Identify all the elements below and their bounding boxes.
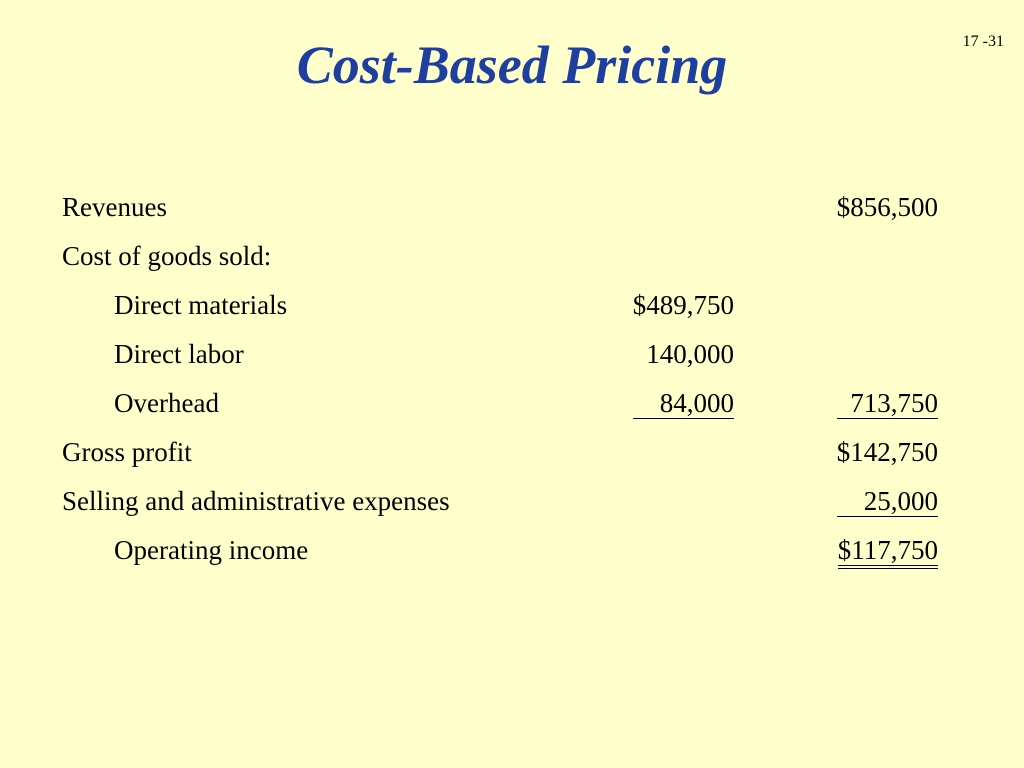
statement-row-overhead bbox=[0, 386, 1024, 426]
revenues-total: $856,500 bbox=[836, 192, 938, 222]
slide-title: Cost-Based Pricing bbox=[296, 35, 728, 95]
operating-income-total: $117,750 bbox=[838, 535, 938, 569]
direct-materials-amount: $489,750 bbox=[632, 290, 734, 320]
overhead-amount: 84,000 bbox=[632, 388, 734, 418]
row-label: Direct labor bbox=[114, 339, 244, 369]
statement-row-direct-labor bbox=[0, 337, 1024, 377]
direct-labor-amount: 140,000 bbox=[646, 339, 734, 369]
row-label: Direct materials bbox=[114, 290, 288, 320]
row-label: Overhead bbox=[114, 388, 219, 418]
sga-total: 25,000 bbox=[836, 486, 938, 516]
row-label: Gross profit bbox=[62, 437, 192, 467]
statement-row-sga bbox=[0, 484, 1024, 524]
statement-row-revenues bbox=[0, 190, 1024, 230]
slide-number: 17 -31 bbox=[962, 33, 1004, 50]
row-label: Operating income bbox=[114, 535, 309, 565]
row-label: Selling and administrative expenses bbox=[62, 486, 450, 516]
row-label: Revenues bbox=[62, 192, 167, 222]
statement-row-operating-income bbox=[0, 533, 1024, 573]
statement-row-gross-profit bbox=[0, 435, 1024, 475]
statement-row-cogs-header bbox=[0, 239, 1024, 279]
cogs-total: 713,750 bbox=[836, 388, 938, 418]
gross-profit-total: $142,750 bbox=[836, 437, 938, 467]
row-label: Cost of goods sold: bbox=[62, 241, 272, 271]
statement-row-direct-materials bbox=[0, 288, 1024, 328]
